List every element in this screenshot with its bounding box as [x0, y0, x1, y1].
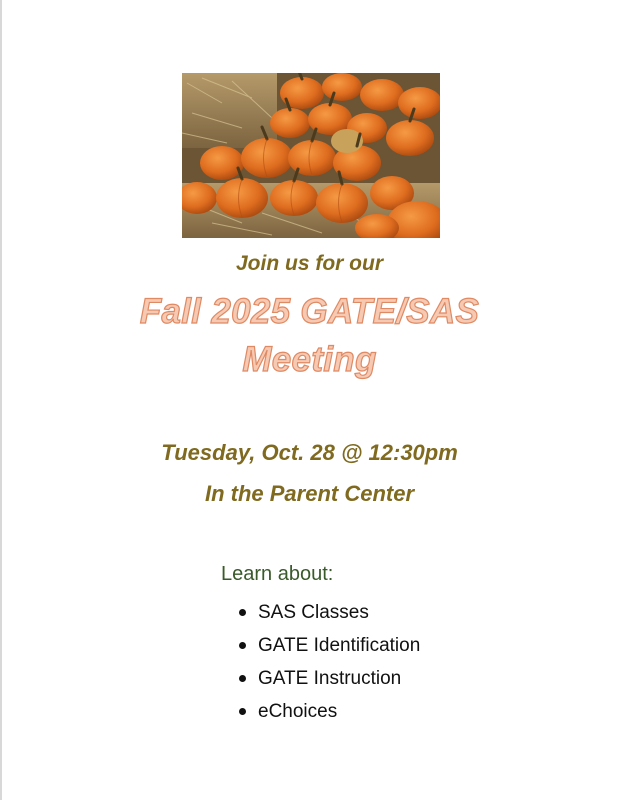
topic-label: eChoices	[258, 701, 338, 722]
meeting-title-line-2: Meeting	[242, 340, 377, 379]
bullet-icon	[239, 708, 246, 715]
list-item	[232, 664, 420, 697]
meeting-title-line-1: Fall 2025 GATE/SAS	[139, 292, 480, 331]
page-edge	[0, 0, 2, 800]
bullet-icon	[239, 642, 246, 649]
pumpkin-patch-photo	[182, 73, 440, 238]
learn-about-heading: Learn about:	[221, 563, 334, 585]
bullet-icon	[239, 675, 246, 682]
meeting-location: In the Parent Center	[204, 481, 415, 506]
topic-label: GATE Instruction	[258, 668, 402, 689]
topic-label: SAS Classes	[258, 602, 369, 623]
list-item	[232, 631, 420, 664]
topic-label: GATE Identification	[258, 635, 421, 656]
bullet-icon	[239, 609, 246, 616]
intro-text: Join us for our	[236, 252, 383, 275]
list-item	[232, 697, 420, 730]
meeting-date-time: Tuesday, Oct. 28 @ 12:30pm	[161, 440, 458, 465]
topics-list	[232, 598, 420, 730]
list-item	[232, 598, 420, 631]
